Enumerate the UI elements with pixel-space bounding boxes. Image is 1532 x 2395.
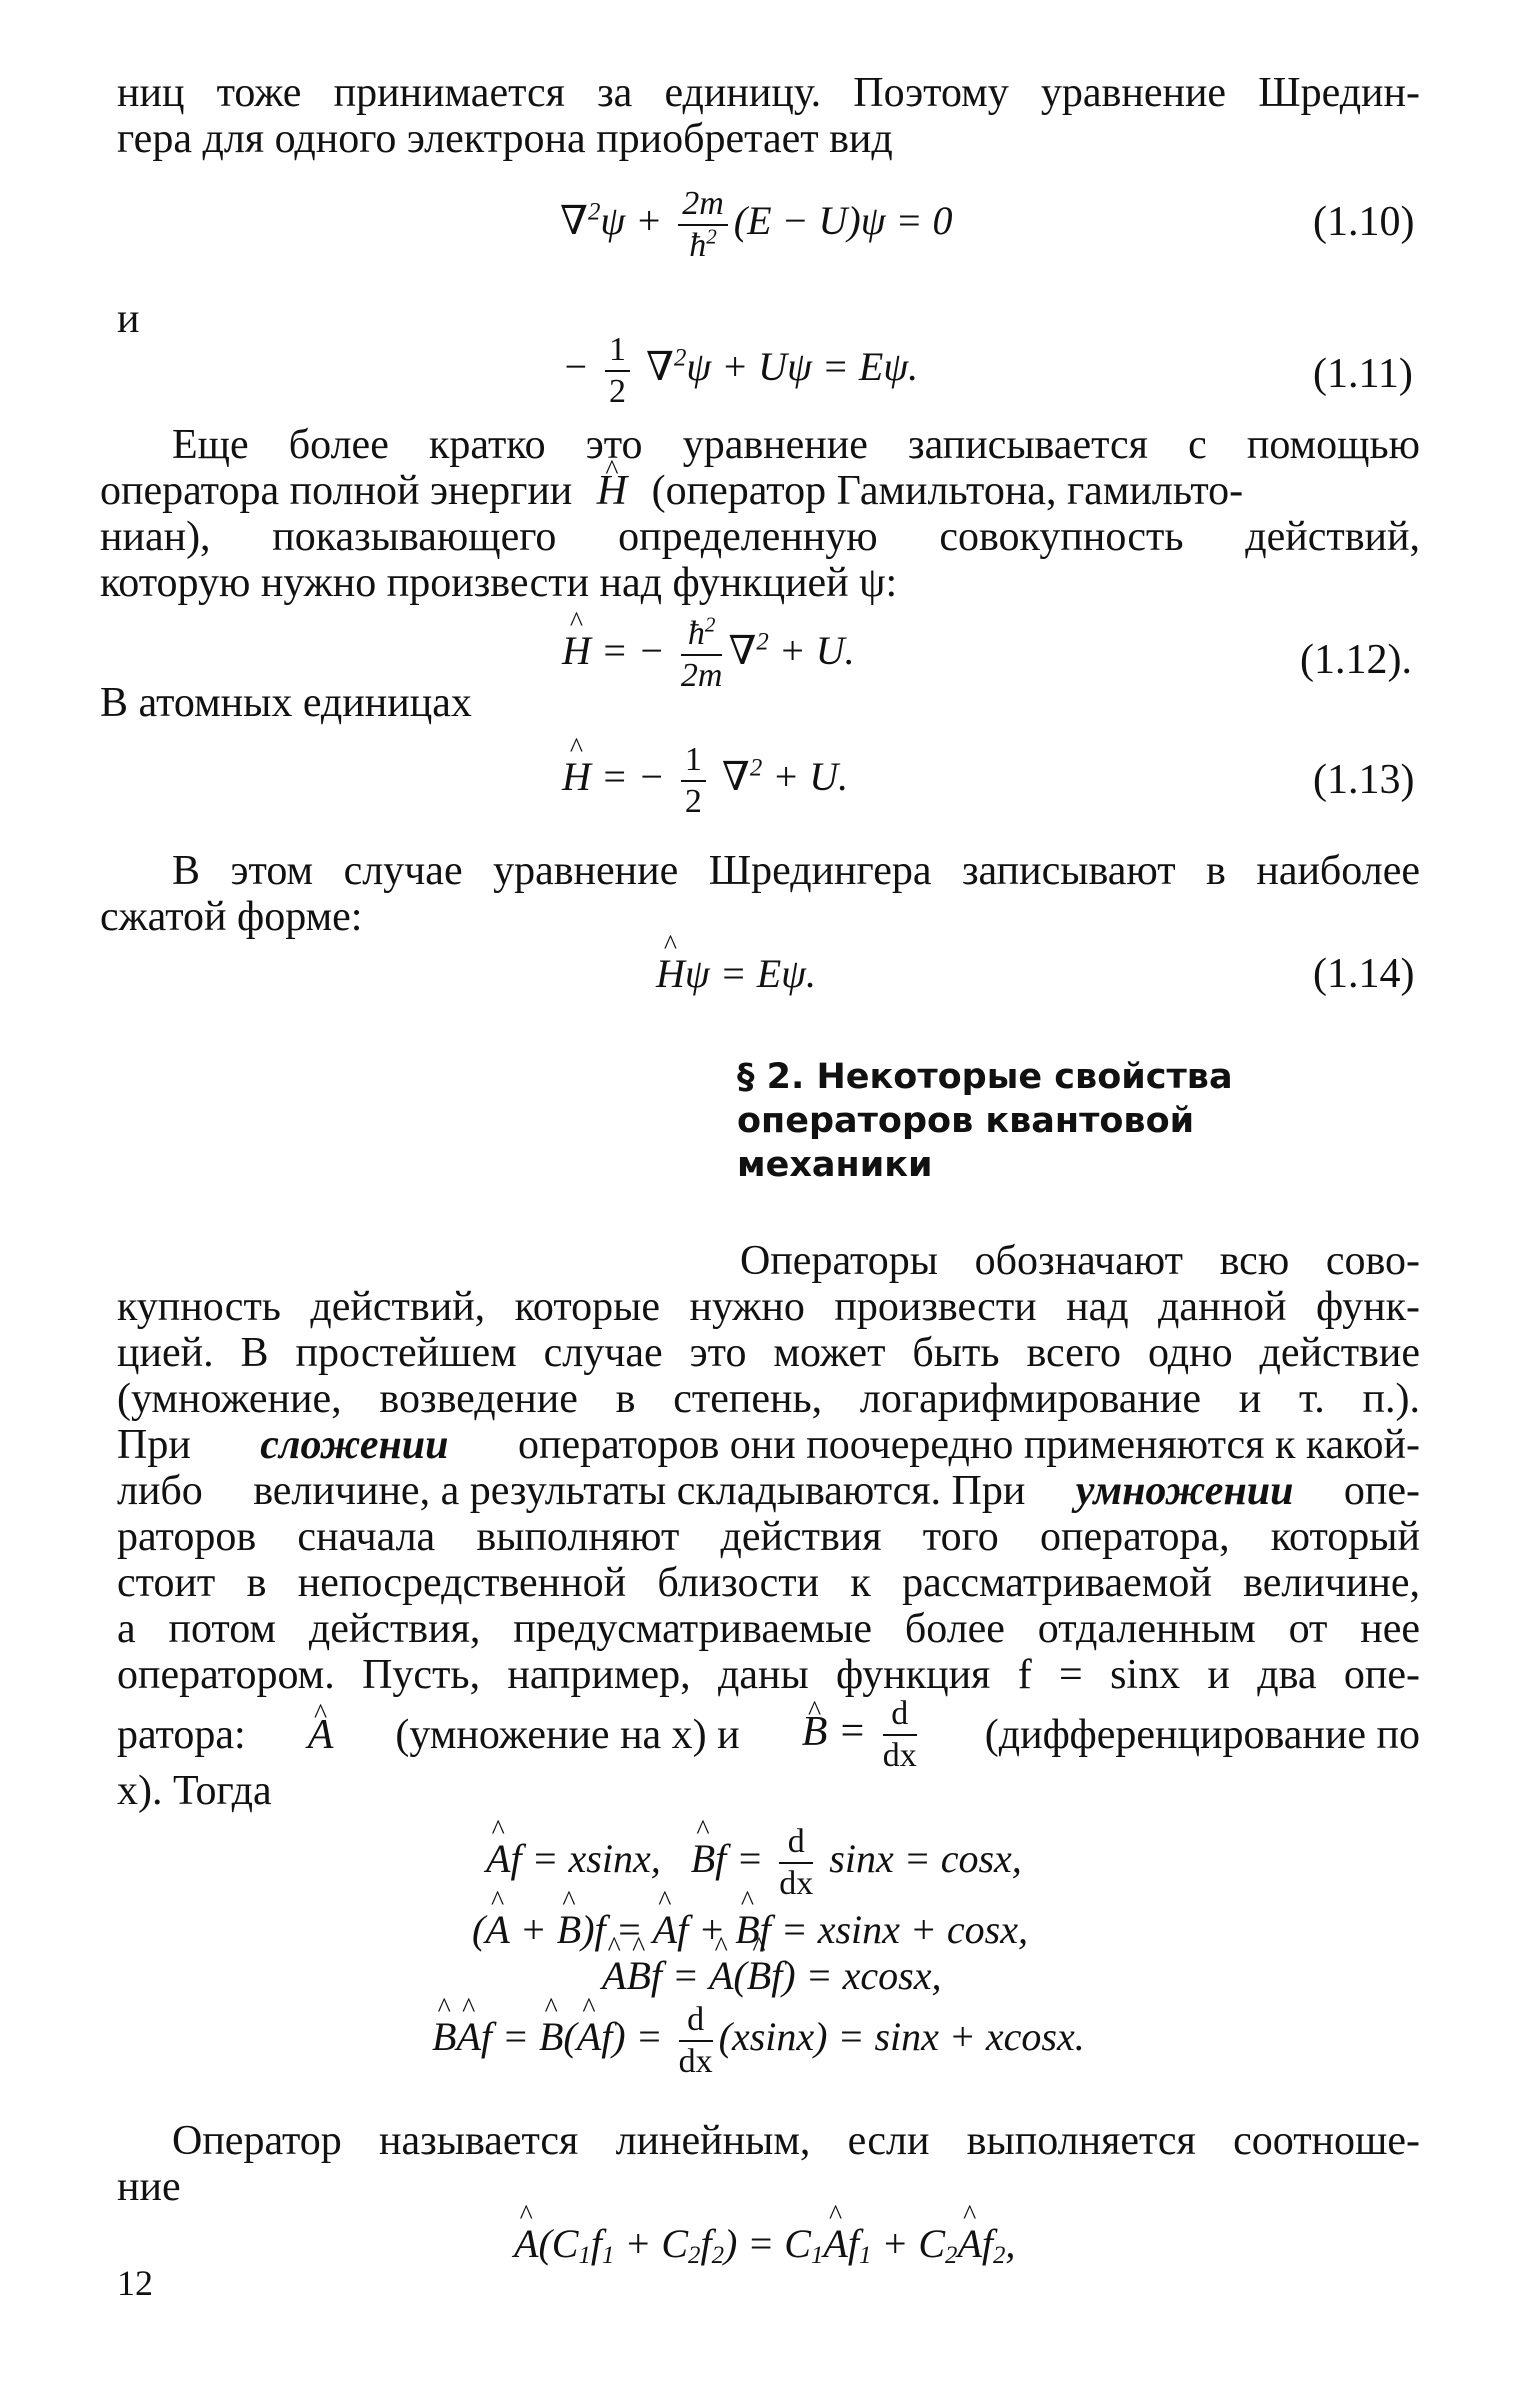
equation-1-14: ^ Hψ = Eψ. bbox=[656, 950, 816, 997]
text-span: (умножение на x) и bbox=[395, 1712, 740, 1758]
text-line: Еще более кратко это уравнение записывается с помощью bbox=[172, 422, 1420, 468]
text-emphasis: сложении bbox=[260, 1422, 449, 1468]
equation-1-13: ^ H = − $\frac{1}{2}$ ∇$^2$ + U. bbox=[562, 740, 848, 822]
text-line: В атомных единицах bbox=[100, 680, 472, 726]
text-line: Операторы обозначают всю сово- bbox=[740, 1238, 1420, 1284]
text-span: оператора полной энергии bbox=[100, 468, 573, 514]
text-line bbox=[117, 1468, 1420, 1514]
text-line bbox=[117, 1422, 1420, 1468]
equation-number: (1.11) bbox=[1313, 351, 1413, 397]
equation-example-4: ^ B^ Af = ^ B(^ Af) = $\frac{d}{dx}$ (xsinx) = sinx + xcosx. bbox=[432, 2000, 1085, 2082]
text-line: и bbox=[117, 296, 140, 342]
hamiltonian-symbol: ^ H bbox=[597, 468, 627, 514]
text-line: гера для одного электрона приобретает вид bbox=[117, 116, 893, 162]
text-span: ратора: bbox=[117, 1712, 246, 1758]
text-line: цией. В простейшем случае это может быть всего одно действие bbox=[117, 1330, 1420, 1376]
section-heading bbox=[737, 1055, 1377, 1187]
text-line: стоит в непосредственной близости к рассматриваемой величине, bbox=[117, 1560, 1420, 1606]
text-line: ниц тоже принимается за единицу. Поэтому уравнение Шредин- bbox=[117, 70, 1420, 116]
equation-example-2: (^ A + ^ B)f = ^ Af + ^ Bf = xsinx + cosx, bbox=[472, 1906, 1028, 1953]
text-line: ние bbox=[117, 2164, 181, 2210]
equation-number: (1.10) bbox=[1313, 199, 1415, 245]
text-span: (дифференцирование по bbox=[984, 1712, 1420, 1758]
text-line: сжатой форме: bbox=[100, 894, 363, 940]
text-span: При bbox=[117, 1422, 191, 1468]
text-line bbox=[117, 1694, 1420, 1776]
text-span: (оператор Гамильтона, гамильто- bbox=[651, 468, 1244, 514]
equation-1-11: − $\frac{1}{2}$ ∇$^2$ψ + Uψ = Eψ. bbox=[562, 331, 919, 410]
equation-example-1: ^ Af = xsinx, ^ Bf = $\frac{d}{dx}$ sinx = cosx, bbox=[486, 1822, 1022, 1904]
text-line bbox=[100, 468, 1243, 514]
text-line: купность действий, которые нужно произвести над данной функ- bbox=[117, 1284, 1420, 1330]
text-span: опе- bbox=[1343, 1468, 1420, 1514]
text-span: операторов они поочередно применяются к какой- bbox=[517, 1422, 1420, 1468]
equation-number: (1.13) bbox=[1313, 757, 1415, 803]
equation-example-3: ^ A^ Bf = ^ A(^ Bf) = xcosx, bbox=[602, 1952, 941, 1999]
text-span: либо bbox=[117, 1468, 203, 1514]
equation-1-10: ∇$^2$ψ + $\frac{2m}{ħ^2}$ (E − U)ψ = 0 bbox=[560, 185, 953, 264]
page-number: 12 bbox=[117, 2263, 153, 2303]
operator-a-symbol: ^ A bbox=[308, 1712, 334, 1758]
text-span: величине, а результаты складываются. При bbox=[253, 1468, 1026, 1514]
heading-line: операторов квантовой bbox=[737, 1101, 1195, 1141]
text-line: ниан), показывающего определенную совокупность действий, bbox=[100, 514, 1420, 560]
operator-b-definition: ^ B = $\frac{d}{dx}$ bbox=[802, 1694, 923, 1776]
text-line: которую нужно произвести над функцией ψ: bbox=[100, 560, 898, 606]
text-line: (умножение, возведение в степень, логарифмирование и т. п.). bbox=[117, 1376, 1420, 1422]
text-line: В этом случае уравнение Шредингера записывают в наиболее bbox=[172, 848, 1420, 894]
heading-line: § 2. Некоторые свойства bbox=[737, 1057, 1233, 1097]
text-line: x). Тогда bbox=[117, 1768, 272, 1814]
equation-number: (1.12). bbox=[1300, 637, 1412, 683]
text-line: а потом действия, предусматриваемые более отдаленным от нее bbox=[117, 1606, 1420, 1652]
equation-1-12: ^ H = − $\frac{ħ^2}{2m}$ ∇$^2$ + U. bbox=[562, 614, 855, 696]
text-line: оператором. Пусть, например, даны функция f = sinx и два опе- bbox=[117, 1652, 1420, 1698]
heading-line: механики bbox=[737, 1145, 933, 1185]
text-emphasis: умножении bbox=[1075, 1468, 1294, 1514]
equation-linearity: ^ $A(C_1f_1 + C_2f_2)$ = $C_1\^{}$ $Af_1$ + $C_2\^{}$ $Af_2$, bbox=[514, 2220, 1015, 2267]
text-line: раторов сначала выполняют действия того оператора, который bbox=[117, 1514, 1420, 1560]
text-line: Оператор называется линейным, если выполняется соотноше- bbox=[172, 2118, 1420, 2164]
equation-number: (1.14) bbox=[1313, 951, 1415, 997]
